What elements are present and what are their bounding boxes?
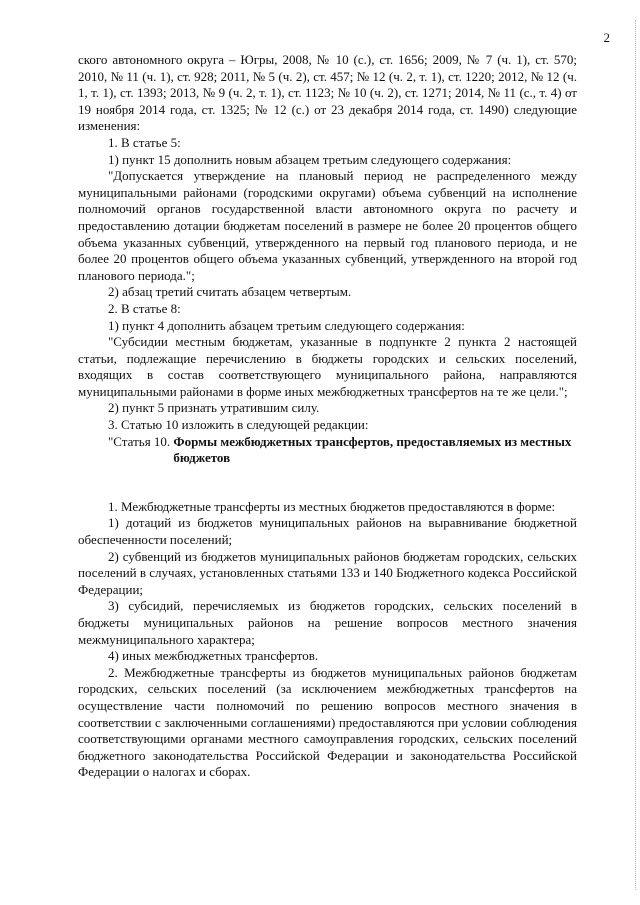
article-heading-lead: "Статья 10. <box>108 433 174 449</box>
paragraph: 2) абзац третий считать абзацем четвертым. <box>108 284 352 300</box>
page-number: 2 <box>603 30 610 45</box>
paragraph: 2. В статье 8: <box>108 300 181 316</box>
paragraph: "Допускается утверждение на плановый период не распределенного между муниципальными районами (городскими округами) объема субвенций на исполнение полномочий органов государственной власти автономного округа по расчету и предоставлению дотации бюджетам поселений в размере не более 20 процентов общего объема указанных субвенций, утвержденного на первый год планового периода, и не более 20 процентов общего объема указанных субвенций, утвержденного на второй год планового периода."; <box>78 168 577 283</box>
paragraph-block-bottom <box>78 499 577 781</box>
article-heading-title: Формы межбюджетных трансфертов, предоставляемых из местных бюджетов <box>173 433 572 466</box>
paragraph: 3. Статью 10 изложить в следующей редакции: <box>108 417 369 433</box>
paragraph: 1) пункт 4 дополнить абзацем третьим следующего содержания: <box>108 317 465 333</box>
article-heading <box>78 434 577 467</box>
paragraph: 1) дотаций из бюджетов муниципальных районов на выравнивание бюджетной обеспеченности поселений; <box>78 515 577 548</box>
paragraph: "Субсидии местным бюджетам, указанные в подпункте 2 пункта 2 настоящей статьи, подлежащие перечислению в бюджеты городских и сельских поселений, входящих в состав соответствующего муниципального района, направляются муниципальными районами в форме иных межбюджетных трансфертов на те же цели."; <box>78 334 577 399</box>
paragraph: 1) пункт 15 дополнить новым абзацем третьим следующего содержания: <box>108 151 512 167</box>
paragraph: ского автономного округа – Югры, 2008, № 10 (с.), ст. 1656; 2009, № 7 (ч. 1), ст. 570; 2010, № 11 (ч. 1), ст. 928; 2011, № 5 (ч. 2), ст. 457; № 12 (ч. 2, т. 1), ст. 1220; 2012, № 12 (ч. 1, т. 1), ст. 1393; 2013, № 9 (ч. 2, т. 1), ст. 1123; № 10 (ч. 2), ст. 1271; 2014, № 11 (с., т. 4) от 19 ноября 2014 года, ст. 1325; № 12 (с.) от 23 декабря 2014 года, ст. 1490) следующие изменения: <box>78 52 577 134</box>
paragraph: 3) субсидий, перечисляемых из бюджетов городских, сельских поселений в бюджеты муниципальных районов на решение вопросов местного значения межмуниципального характера; <box>78 598 577 647</box>
document-body <box>78 52 577 781</box>
paragraph: 1. В статье 5: <box>108 134 181 150</box>
paragraph: 2) субвенций из бюджетов муниципальных районов бюджетам городских, сельских поселений в случаях, установленных статьями 133 и 140 Бюджетного кодекса Российской Федерации; <box>78 548 577 597</box>
paragraph-block-top <box>78 52 577 434</box>
paragraph: 1. Межбюджетные трансферты из местных бюджетов предоставляются в форме: <box>108 498 556 514</box>
paragraph: 2) пункт 5 признать утратившим силу. <box>108 400 320 416</box>
heading-gap <box>78 467 577 499</box>
margin-line <box>634 20 636 890</box>
paragraph: 4) иных межбюджетных трансфертов. <box>108 648 319 664</box>
paragraph: 2. Межбюджетные трансферты из бюджетов муниципальных районов бюджетам городских, сельских поселений (за исключением межбюджетных трансфертов на осуществление части полномочий по решению вопросов местного значения в соответствии с заключенными соглашениями) предоставляются при условии соблюдения соответствующими органами местного самоуправления городских, сельских поселений бюджетного законодательства Российской Федерации и законодательства Российской Федерации о налогах и сборах. <box>78 664 577 780</box>
